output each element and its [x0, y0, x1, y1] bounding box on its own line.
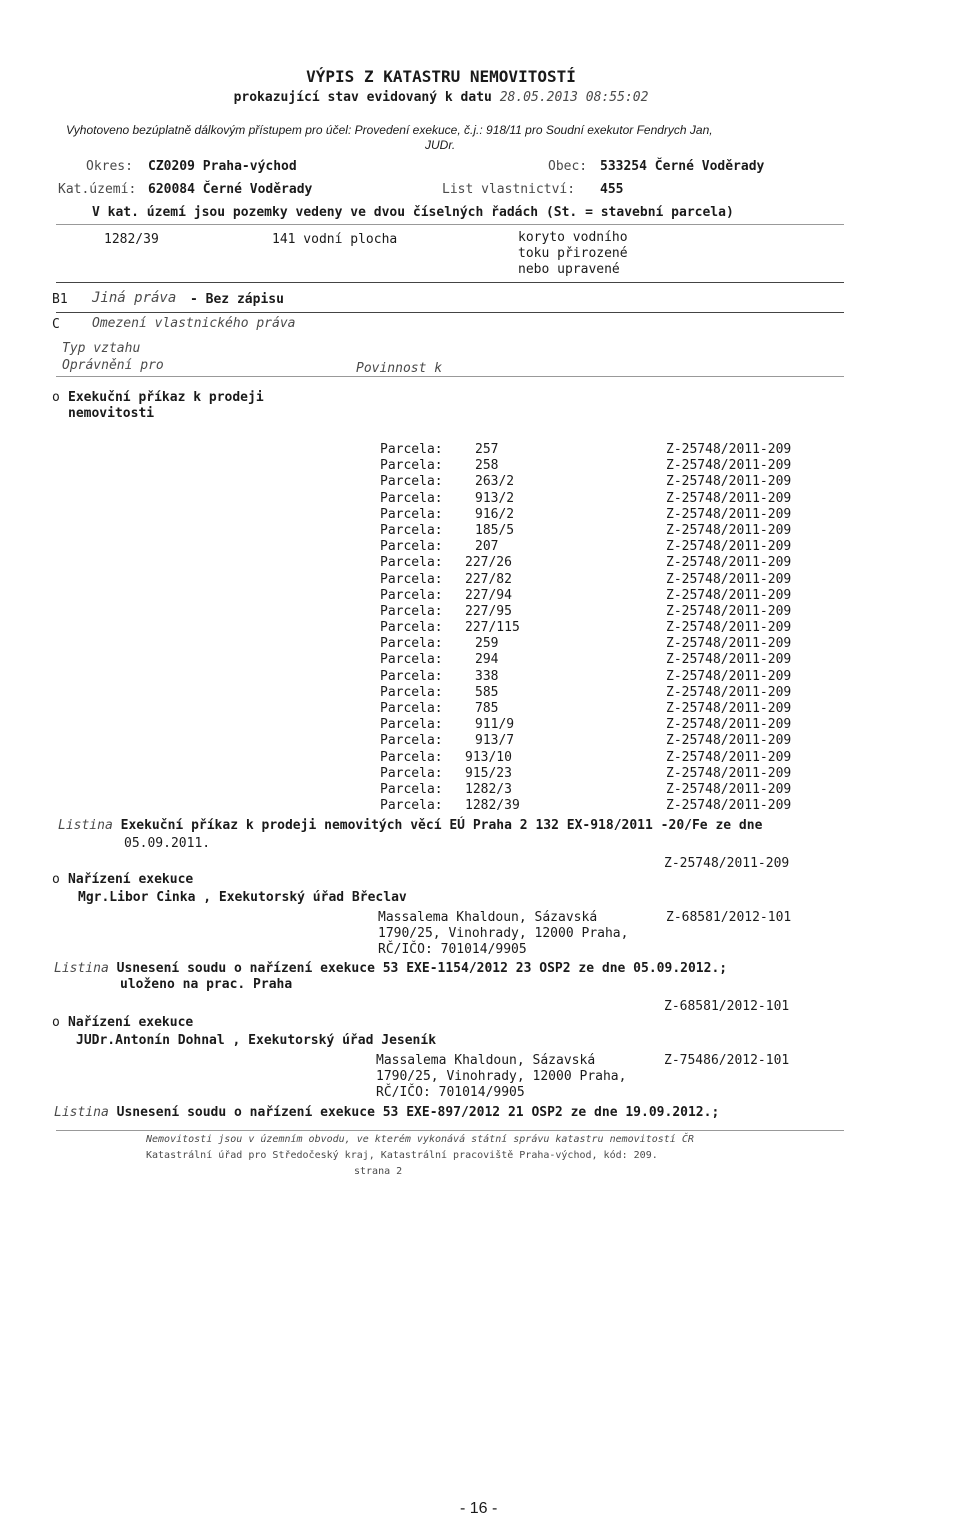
entry2-listina — [54, 961, 727, 976]
parcel-number: 257 — [475, 442, 499, 457]
parcel-number: 207 — [475, 539, 499, 555]
b1-code: B1 — [52, 292, 68, 307]
entry2-listina-ref: Z-68581/2012-101 — [664, 999, 790, 1014]
parcel-label: Parcela: — [380, 490, 443, 506]
parcel-row — [380, 588, 820, 604]
parcel-file-ref: Z-25748/2011-209 — [666, 765, 792, 781]
parcel-file-ref: Z-25748/2011-209 — [666, 571, 792, 587]
divider-b1-top — [56, 282, 844, 283]
parcel-file-ref: Z-25748/2011-209 — [666, 717, 792, 733]
kat-uzemi-note: V kat. území jsou pozemky vedeny ve dvou číselných řadách (St. = stavební parcela) — [92, 205, 734, 220]
parcel-row — [380, 523, 820, 539]
parcel-label: Parcela: — [380, 684, 443, 700]
parcel-number: 259 — [475, 636, 499, 652]
parcel-label: Parcela: — [380, 458, 443, 474]
parcel-file-ref: Z-25748/2011-209 — [666, 603, 792, 619]
parcel-row — [380, 620, 820, 636]
lv-label: List vlastnictví: — [442, 182, 576, 197]
page-number: - 16 - — [460, 1500, 498, 1517]
parcel-row — [380, 507, 820, 523]
parcel-number: 913/10 — [465, 749, 512, 765]
entry1-listina-text: Exekuční příkaz k prodeji nemovitých věcí EÚ Praha 2 132 EX-918/2011 -20/Fe ze dne — [120, 818, 763, 833]
entry3-party: JUDr.Antonín Dohnal , Exekutorský úřad Jeseník — [76, 1033, 437, 1048]
parcel-label: Parcela: — [380, 701, 443, 716]
okres-label: Okres: — [86, 159, 133, 174]
parcel-row — [380, 636, 820, 652]
entry3-bullet: o — [52, 1015, 60, 1030]
entry3-obligor-ref: Z-75486/2012-101 — [664, 1053, 790, 1068]
parcel-label: Parcela: — [380, 474, 443, 490]
obec-label: Obec: — [548, 159, 588, 174]
parcel-row — [380, 555, 820, 571]
opravneni-pro-label: Oprávnění pro — [62, 358, 164, 373]
parcel-row — [380, 798, 820, 814]
parcel-row — [380, 766, 820, 782]
entry3-listina-label: Listina — [54, 1105, 109, 1120]
parcel-file-ref: Z-25748/2011-209 — [666, 474, 792, 490]
parcel-number: 227/82 — [465, 571, 512, 587]
parcel-row — [380, 458, 820, 474]
parcel-label: Parcela: — [380, 652, 443, 668]
entry2-bullet: o — [52, 872, 60, 887]
parcel-file-ref: Z-25748/2011-209 — [666, 458, 792, 474]
parcel-file-ref: Z-25748/2011-209 — [666, 733, 792, 749]
c-code: C — [52, 317, 60, 332]
parcel-label: Parcela: — [380, 587, 443, 603]
parcel-label: Parcela: — [380, 571, 443, 587]
parcel-number: 785 — [475, 701, 499, 716]
parcel-number: 915/23 — [465, 765, 512, 781]
okres-value: CZ0209 Praha-východ — [148, 159, 297, 174]
parcel-file-ref: Z-25748/2011-209 — [666, 442, 792, 457]
parcel-row — [380, 652, 820, 668]
parcel-file-ref: Z-25748/2011-209 — [666, 798, 792, 814]
parcel-file-ref: Z-25748/2011-209 — [666, 636, 792, 652]
divider-identification — [56, 224, 844, 225]
parcel-label: Parcela: — [380, 781, 443, 797]
parcel-file-ref: Z-25748/2011-209 — [666, 620, 792, 636]
document-subtitle — [0, 90, 882, 105]
entry2-party: Mgr.Libor Cinka , Exekutorský úřad Břeclav — [78, 890, 407, 905]
parcel-file-ref: Z-25748/2011-209 — [666, 522, 792, 538]
footer-line-1: Nemovitosti jsou v územním obvodu, ve kterém vykonává státní správu katastru nemovitostí ČR — [146, 1134, 694, 1145]
parcel-number: 1282/3 — [465, 781, 512, 797]
parcel-row — [380, 604, 820, 620]
povinnost-k-label: Povinnost k — [356, 361, 443, 376]
entry2-obligor: Massalema Khaldoun, Sázavská 1790/25, Vinohrady, 12000 Praha, RČ/IČO: 701014/9905 — [378, 910, 629, 958]
parcel-file-ref: Z-25748/2011-209 — [666, 652, 792, 668]
parcel-row — [380, 491, 820, 507]
parcel-row — [380, 701, 820, 717]
divider-c-header — [56, 376, 844, 377]
subtitle-prefix: prokazující stav evidovaný k datu — [233, 90, 492, 105]
parcel-number: 913/7 — [475, 733, 515, 749]
parcel-area-use: 141 vodní plocha — [272, 232, 398, 247]
entry1-listina-ref: Z-25748/2011-209 — [664, 856, 790, 871]
entry1-parcel-list — [380, 442, 820, 814]
entry3-listina — [54, 1105, 719, 1120]
parcel-label: Parcela: — [380, 539, 443, 555]
parcel-number: 258 — [475, 458, 499, 474]
parcel-number: 913/2 — [475, 490, 515, 506]
entry1-listina-text2: 05.09.2011. — [124, 836, 211, 851]
parcel-number: 585 — [475, 684, 499, 700]
parcel-label: Parcela: — [380, 506, 443, 522]
parcel-label: Parcela: — [380, 636, 443, 652]
parcel-label: Parcela: — [380, 522, 443, 538]
parcel-label: Parcela: — [380, 555, 443, 571]
parcel-row — [380, 474, 820, 490]
parcel-number: 227/115 — [465, 620, 520, 636]
parcel-number: 911/9 — [475, 717, 515, 733]
parcel-file-ref: Z-25748/2011-209 — [666, 749, 792, 765]
parcel-file-ref: Z-25748/2011-209 — [666, 587, 792, 603]
entry1-title: Exekuční příkaz k prodeji nemovitosti — [68, 390, 264, 422]
entry2-listina-label: Listina — [54, 961, 109, 976]
parcel-row — [380, 733, 820, 749]
parcel-file-ref: Z-25748/2011-209 — [666, 668, 792, 684]
lv-value: 455 — [600, 182, 624, 197]
subtitle-date: 28.05.2013 08:55:02 — [499, 90, 649, 105]
parcel-number: 294 — [475, 652, 499, 668]
parcel-number: 1282/39 — [465, 798, 520, 814]
parcel-number: 227/26 — [465, 555, 512, 571]
parcel-file-ref: Z-25748/2011-209 — [666, 781, 792, 797]
parcel-label: Parcela: — [380, 603, 443, 619]
parcel-number: 916/2 — [475, 506, 515, 522]
parcel-number: 263/2 — [475, 474, 515, 490]
entry3-title: Nařízení exekuce — [68, 1015, 194, 1030]
parcel-file-ref: Z-25748/2011-209 — [666, 506, 792, 522]
parcel-label: Parcela: — [380, 442, 443, 457]
issued-line-2: JUDr. — [425, 138, 456, 152]
entry1-bullet: o — [52, 390, 60, 405]
entry1-listina-label: Listina — [58, 818, 113, 833]
parcel-row — [380, 669, 820, 685]
b1-title: Jiná práva — [92, 290, 177, 306]
parcel-row — [380, 750, 820, 766]
parcel-label: Parcela: — [380, 668, 443, 684]
entry1-listina — [58, 818, 762, 833]
parcel-type: koryto vodního toku přirozené nebo upravené — [518, 230, 628, 278]
entry2-listina-text: Usnesení soudu o nařízení exekuce 53 EXE-1154/2012 23 OSP2 ze dne 05.09.2012.; — [116, 961, 728, 976]
divider-footer — [56, 1130, 844, 1131]
divider-c-top — [56, 312, 844, 313]
footer-line-2: Katastrální úřad pro Středočeský kraj, Katastrální pracoviště Praha-východ, kód: 209. — [146, 1150, 658, 1161]
parcel-row — [380, 572, 820, 588]
parcel-number: 1282/39 — [104, 232, 159, 247]
entry2-title: Nařízení exekuce — [68, 872, 194, 887]
parcel-label: Parcela: — [380, 798, 443, 814]
katuzemi-label: Kat.území: — [58, 182, 137, 197]
issued-line-1: Vyhotoveno bezúplatně dálkovým přístupem pro účel: Provedení exekuce, č.j.: 918/11 pro Soudní exekutor Fendrych Jan, — [66, 123, 713, 137]
parcel-row — [380, 539, 820, 555]
parcel-number: 338 — [475, 668, 499, 684]
parcel-file-ref: Z-25748/2011-209 — [666, 555, 792, 571]
parcel-file-ref: Z-25748/2011-209 — [666, 701, 792, 716]
footer-line-3: strana 2 — [354, 1166, 403, 1177]
entry3-obligor: Massalema Khaldoun, Sázavská 1790/25, Vinohrady, 12000 Praha, RČ/IČO: 701014/9905 — [376, 1053, 627, 1101]
parcel-label: Parcela: — [380, 717, 443, 733]
b1-value: - Bez zápisu — [190, 292, 284, 307]
parcel-label: Parcela: — [380, 620, 443, 636]
c-title: Omezení vlastnického práva — [92, 316, 296, 331]
parcel-row — [380, 685, 820, 701]
parcel-row — [380, 782, 820, 798]
entry2-listina-text2: uloženo na prac. Praha — [120, 977, 293, 992]
parcel-number: 227/94 — [465, 587, 512, 603]
parcel-number: 227/95 — [465, 603, 512, 619]
parcel-row — [380, 442, 820, 458]
typ-vztahu-label: Typ vztahu — [62, 341, 141, 356]
entry3-listina-text: Usnesení soudu o nařízení exekuce 53 EXE-897/2012 21 OSP2 ze dne 19.09.2012.; — [116, 1105, 720, 1120]
parcel-row — [380, 717, 820, 733]
parcel-label: Parcela: — [380, 733, 443, 749]
katuzemi-value: 620084 Černé Voděrady — [148, 182, 313, 197]
obec-value: 533254 Černé Voděrady — [600, 159, 765, 174]
parcel-file-ref: Z-25748/2011-209 — [666, 490, 792, 506]
parcel-number: 185/5 — [475, 522, 515, 538]
document-title: VÝPIS Z KATASTRU NEMOVITOSTÍ — [306, 67, 576, 86]
parcel-label: Parcela: — [380, 749, 443, 765]
parcel-label: Parcela: — [380, 765, 443, 781]
parcel-file-ref: Z-25748/2011-209 — [666, 684, 792, 700]
parcel-file-ref: Z-25748/2011-209 — [666, 539, 792, 555]
entry2-obligor-ref: Z-68581/2012-101 — [666, 910, 792, 925]
